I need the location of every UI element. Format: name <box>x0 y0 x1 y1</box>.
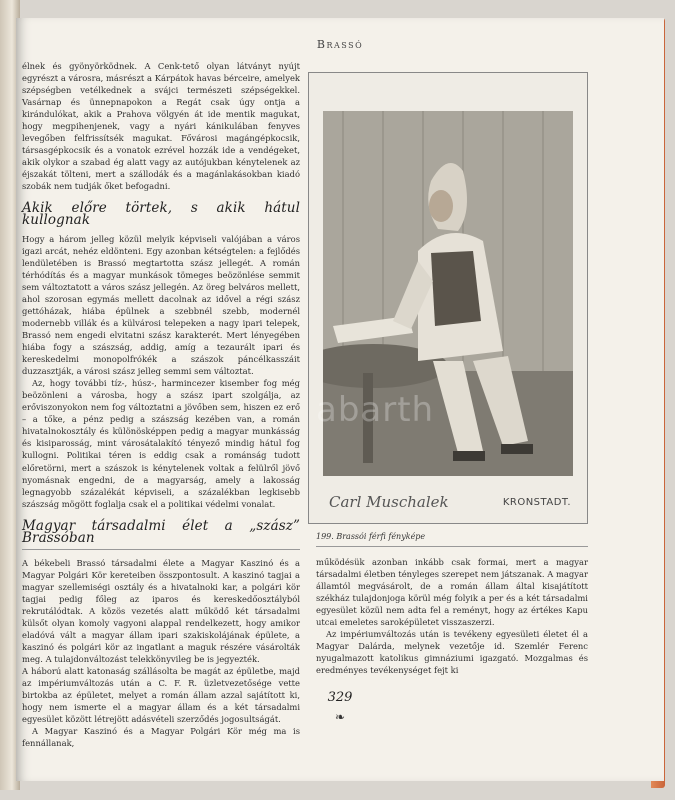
studio-location: KRONSTADT. <box>502 497 571 508</box>
photographer-signature: Carl Muschalek <box>329 493 449 511</box>
paragraph: Hogy a három jelleg közül melyik képviseli valójában a város igazi arcát, nehéz eldönteni. Egy azonban kétségtelen: a fejlődés lendületében is Brassó megtartotta szász jellegét. A román térhódítás és a magyar munkások tömeges beözönlése semmit sem változtatott a város szász jellegén. Az öreg belváros mellett, ahol szorosan egymás mellett dacolnak az idővel a régi szász gettóházak, hiába épülnek a szebbnél szebb, modernél modernebb villák és a külvárosi telepeken a nagy ipari telepek, Brassó nem engedi elvitatni szász karakterét. Mert lényegében hiába fogy a szászság, addig, amíg a tezaurált ipari és kereskedelmi monopolfrókék a szászok páncélkasszáit duzzasztják, a városi szász jelleg semmi sem változtat. <box>22 233 300 377</box>
section-heading: Magyar társadalmi élet a „szász” Brassóban <box>22 520 300 550</box>
running-head: Brassó <box>316 38 364 51</box>
fleuron-ornament-icon: ❧ <box>334 710 346 724</box>
photo-card <box>308 72 588 524</box>
paragraph: Az, hogy további tíz-, húsz-, harmincezer kisember fog még beözönleni a városba, hogy a szász ipart szolgálja, az erőviszonyokon nem fog változtatni a jövőben sem, hiszen ez erő – a tőke, a pénz pedig a szászság kezében van, a román hivatalnokosztály és különösképpen pedig a magyar munkásság és kisiparosság, mint városátalakító tényező mindig hátul fog kullogni. Politikai téren is eddig csak a románság tudott előretörni, mert a szászok is kénytelenek voltak a felülről jövő nyomásnak engedni, de a magyarság, amely a lakosság legnagyobb százalékát képviseli, a százalékban legkisebb szászság mögött foglalja csak el a politikai védelmi vonalat. <box>22 378 300 509</box>
paragraph: A békebeli Brassó társadalmi élete a Magyar Kaszinó és a Magyar Polgári Kör kereteiben összpontosult. A kaszinó tagjai a magyar szellemiségi osztály és a hivatalnoki kar, a polgári kör tagjai pedig főleg az iparos és kereskedőosztályból rekrutálódtak. A közös vezetés alatt működő két társadalmi külsőt olyan komoly vagyoni alappal rendelkezett, hogy amikor eladóvá vált a magyar állam ipari szakiskolájának épülete, a kaszinó és polgári kör az ingatlant a maguk részére vásárolták meg. A tulajdonváltozást telekkönyvileg be is jegyezték. <box>22 557 300 665</box>
watermark: abarth <box>316 390 435 430</box>
paragraph: Az impériumváltozás után is tevékeny egyesületi életet él a Magyar Dalárda, melynek vezetője id. Szemlér Ferenc nyugalmazott katolikus gimnáziumi igazgató. Mozgalmas és eredményes tevékenységet fejt ki <box>316 629 588 676</box>
paragraph: élnek és gyönyörködnek. A Cenk-tető olyan látványt nyújt egyrészt a városra, másrészt a Kárpátok havas bérceire, amelyek szépségben vetélkednek a svájci természeti szépségekkel. Vasárnap és ünnepnapokon a Regát csak úgy ontja a kirándulókat, akik a Prahova völgyén át ide mentik magukat, hogy megpihenjenek, vagy a nyári kánikulában fenyves levegőben felfrissítsék magukat. Fővárosi magángépkocsik, társasgépkocsik és a vonatok ezrével hozzák ide a vendégeket, akik olykor a szabad ég alatt vagy az autójukban kénytelenek az éjszakát tölteni, mert a szállodák és a magánlakásokban kiadó szobák nem tudják őket befogadni. <box>22 61 300 192</box>
section-heading: Akik előre törtek, s akik hátul kullognak <box>22 199 300 228</box>
paragraph: A háború alatt katonaság szállásolta be magát az épületbe, majd az impériumváltozás után a C. F. R. üzletvezetősége vette birtokba az épületet, melyet a román állam azzal sajátított ki, hogy nem ismerte el a magyar állam és a két társadalmi egyesület között létrejött adásvételi szerződés jogosultságát. <box>22 666 300 725</box>
paragraph: A Magyar Kaszinó és a Magyar Polgári Kör még ma is fennállanak, <box>22 726 300 749</box>
book-page <box>16 18 664 781</box>
paragraph: működésük azonban inkább csak formai, mert a magyar társadalmi életben tényleges szerepet nem játszanak. A magyar államtól megvásárolt, de a román állam által kisajátított székház tulajdonjoga körül még folyik a per és a két társadalmi egyesület közül nem adta fel a reményt, hogy az értékes Kapu utcai emeletes saroképületet visszaszerzi. <box>316 557 588 628</box>
figure-caption: 199. Brassói férfi fényképe <box>316 532 588 547</box>
left-column <box>22 60 300 750</box>
right-column <box>316 556 588 676</box>
page-number: 329 <box>327 690 353 705</box>
